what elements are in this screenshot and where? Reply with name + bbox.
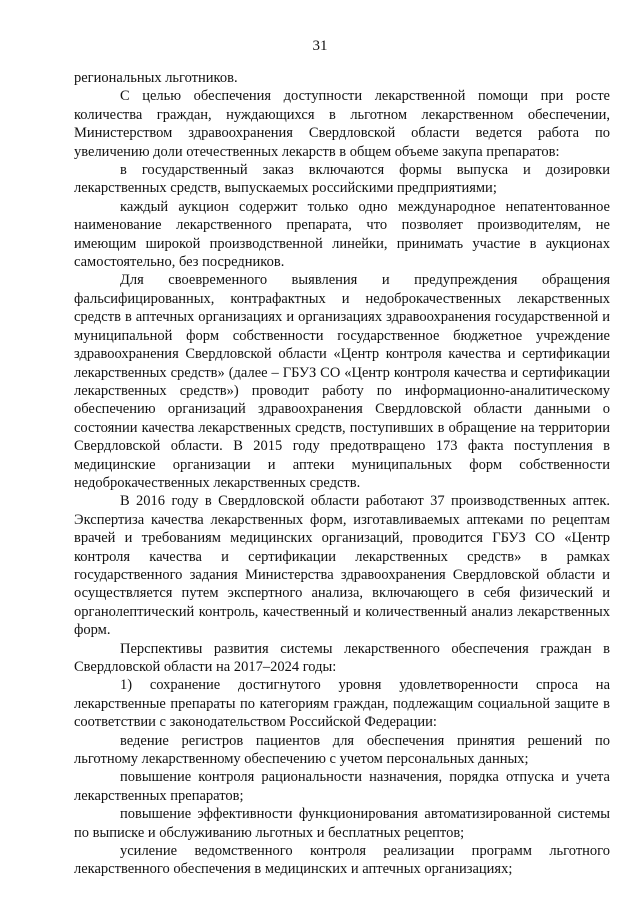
- paragraph-patient-registers: ведение регистров пациентов для обеспечения принятия решений по льготному лекарственному обеспечению с учетом персональных данных;: [74, 732, 610, 768]
- paragraph-departmental-control: усиление ведомственного контроля реализации программ льготного лекарственного обеспечения в медицинских и аптечных организациях;: [74, 843, 610, 878]
- paragraph-auction: каждый аукцион содержит только одно международное непатентованное наименование лекарственного препарата, что позволяет производителям, не имеющим широкой производственной линейки, принимать участие в аукционах самостоятельно, без посредников.: [74, 198, 610, 271]
- paragraph-item-1: 1) сохранение достигнутого уровня удовлетворенности спроса на лекарственные препараты по категориям граждан, подлежащим социальной защите в соответствии с законодательством Российской Федерации:: [74, 677, 610, 731]
- paragraph-prescription-control: повышение контроля рациональности назначения, порядка отпуска и учета лекарственных препаратов;: [74, 769, 610, 804]
- paragraph-automation: повышение эффективности функционирования автоматизированной системы по выписке и обслуживанию льготных и бесплатных рецептов;: [74, 806, 610, 841]
- paragraph-production-pharmacies: В 2016 году в Свердловской области работают 37 производственных аптек. Экспертиза качества лекарственных форм, изготавливаемых аптеками по рецептам врачей и требованиям медицинских организаций, проводится ГБУЗ СО «Центр контроля качества и сертификации лекарственных средств» в рамках государственного задания Министерства здравоохранения Свердловской области и осуществляется путем экспертного анализа, включающего в себя физический и органолептический контроль, качественный и количественный анализ лекарственных форм.: [74, 493, 610, 639]
- document-body: [74, 69, 610, 879]
- paragraph-quality-control: Для своевременного выявления и предупреждения обращения фальсифицированных, контрафактных и недоброкачественных лекарственных средств в аптечных организациях и организациях здравоохранения государственной и муниципальной форм собственности государственное бюджетное учреждение здравоохранения Свердловской области «Центр контроля качества и сертификации лекарственных средств» (далее – ГБУЗ СО «Центр контроля качества и сертификации лекарственных средств») проводит работу по информационно-аналитическому обеспечению организаций здравоохранения Свердловской области данными о состоянии качества лекарственных средств, поступивших в обращение на территории Свердловской области. В 2015 году предотвращено 173 факта поступления в медицинские организации и аптеки муниципальных форм собственности недоброкачественных лекарственных средств.: [74, 272, 610, 491]
- page-number: 31: [312, 38, 328, 54]
- paragraph-drug-availability: С целью обеспечения доступности лекарственной помощи при росте количества граждан, нуждающихся в льготном лекарственном обеспечении, Министерством здравоохранения Свердловской области ведется работа по увеличению доли отечественных лекарств в общем объеме закупа препаратов:: [74, 88, 610, 160]
- paragraph-state-order: в государственный заказ включаются формы выпуска и дозировки лекарственных средств, выпускаемых российскими предприятиями;: [74, 162, 610, 197]
- paragraph-perspectives: Перспективы развития системы лекарственного обеспечения граждан в Свердловской области на 2017–2024 годы:: [74, 640, 610, 675]
- paragraph-continuation: региональных льготников.: [74, 70, 238, 86]
